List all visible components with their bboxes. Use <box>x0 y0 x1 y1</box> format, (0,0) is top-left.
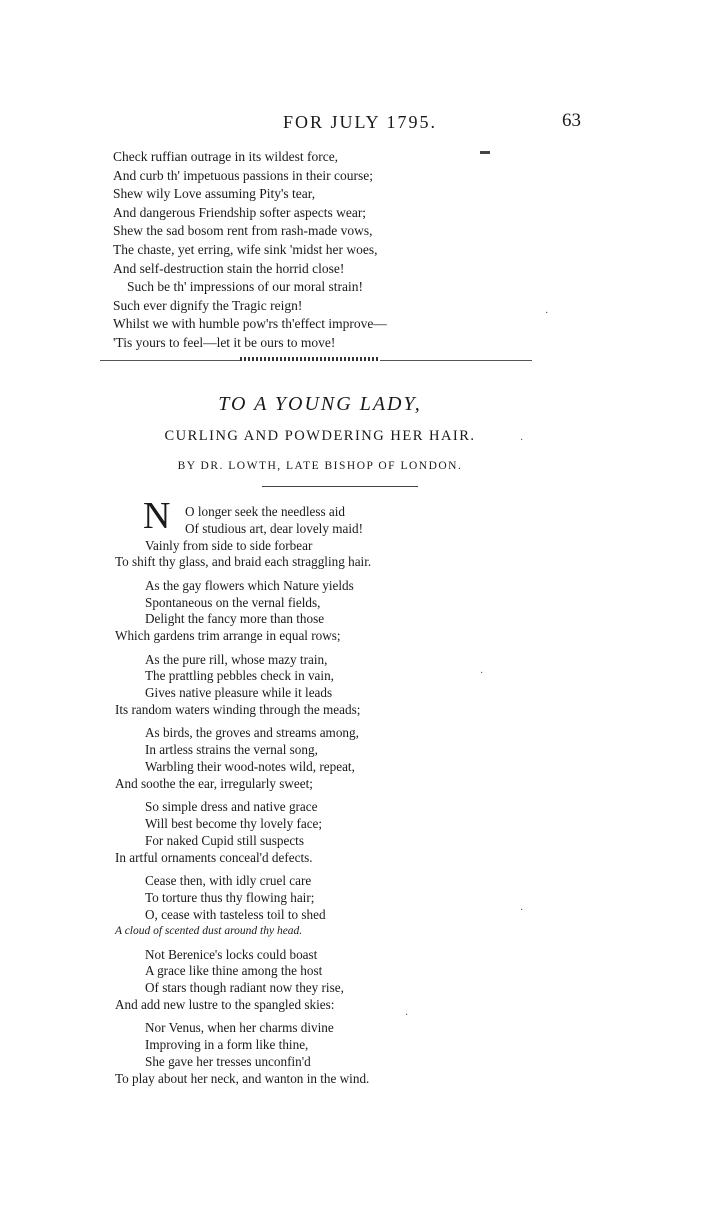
verse-line: To play about her neck, and wanton in the wind. <box>115 1070 370 1086</box>
verse-line: 'Tis yours to feel—let it be ours to move! <box>113 334 336 350</box>
verse-line: Spontaneous on the vernal fields, <box>145 594 321 610</box>
verse-line: And curb th' impetuous passions in their course; <box>113 167 374 183</box>
verse-line: A grace like thine among the host <box>145 963 323 979</box>
verse-line: A cloud of scented dust around thy head. <box>115 925 303 938</box>
poem-body <box>115 504 495 1094</box>
ink-speck: · <box>480 668 484 679</box>
verse-line: In artless strains the vernal song, <box>145 742 318 758</box>
ink-speck: · <box>520 905 524 916</box>
verse-line: Improving in a form like thine, <box>145 1037 309 1053</box>
verse-line: As the pure rill, whose mazy train, <box>145 651 328 667</box>
ink-speck: ▬ <box>480 146 490 157</box>
verse-line: In artful ornaments conceal'd defects. <box>115 849 313 865</box>
verse-line: For naked Cupid still suspects <box>145 832 304 848</box>
stanza <box>115 1020 495 1087</box>
verse-line: Vainly from side to side forbear <box>145 537 313 553</box>
verse-line: So simple dress and native grace <box>145 799 318 815</box>
ink-speck: · <box>405 1010 409 1021</box>
stanza <box>115 652 495 719</box>
verse-line: The prattling pebbles check in vain, <box>145 668 334 684</box>
verse-line: Such be th' impressions of our moral strain! <box>127 279 364 295</box>
verse-line: To shift thy glass, and braid each straggling hair. <box>115 554 372 570</box>
verse-line: And self-destruction stain the horrid close! <box>113 260 345 276</box>
title-rule <box>262 486 418 487</box>
verse-line: Warbling their wood-notes wild, repeat, <box>145 758 355 774</box>
ink-speck: · <box>545 308 549 319</box>
stanza <box>115 578 495 645</box>
verse-line: O longer seek the needless aid <box>185 504 346 519</box>
verse-line: Such ever dignify the Tragic reign! <box>113 297 303 313</box>
verse-line: Shew the sad bosom rent from rash-made vows, <box>113 223 373 239</box>
verse-line: Gives native pleasure while it leads <box>145 685 333 701</box>
verse-line: Of studious art, dear lovely maid! <box>185 520 363 536</box>
stanza <box>115 504 495 571</box>
verse-line: Delight the fancy more than those <box>145 611 325 627</box>
stanza <box>115 799 495 866</box>
poem-subtitle: CURLING AND POWDERING HER HAIR. <box>164 428 476 444</box>
verse-line: Cease then, with idly cruel care <box>145 872 312 888</box>
verse-line: Of stars though radiant now they rise, <box>145 980 344 996</box>
verse-line: As the gay flowers which Nature yields <box>145 577 354 593</box>
verse-line: Nor Venus, when her charms divine <box>145 1020 334 1036</box>
stanza <box>115 947 495 1014</box>
stanza <box>115 873 495 940</box>
verse-line: Its random waters winding through the meads; <box>115 701 361 717</box>
verse-line: Whilst we with humble pow'rs th'effect improve— <box>113 316 387 332</box>
poem-title: TO A YOUNG LADY, <box>218 393 422 415</box>
verse-line: And add new lustre to the spangled skies: <box>115 997 335 1013</box>
verse-line: The chaste, yet erring, wife sink 'midst her woes, <box>113 241 378 257</box>
ink-speck: · <box>520 435 524 446</box>
page-number: 63 <box>562 110 581 131</box>
verse-line: She gave her tresses unconfin'd <box>145 1054 311 1070</box>
verse-line: And dangerous Friendship softer aspects wear; <box>113 204 367 220</box>
divider-ornament <box>240 357 380 361</box>
verse-line: O, cease with tasteless toil to shed <box>145 906 326 922</box>
verse-line: Which gardens trim arrange in equal rows; <box>115 628 341 644</box>
drop-capital: N <box>143 495 171 537</box>
verse-line: And soothe the ear, irregularly sweet; <box>115 775 313 791</box>
running-head: FOR JULY 1795. <box>282 112 438 132</box>
verse-line: As birds, the groves and streams among, <box>145 725 359 741</box>
verse-line: Not Berenice's locks could boast <box>145 946 318 962</box>
verse-line: Will best become thy lovely face; <box>145 815 323 831</box>
verse-line: Shew wily Love assuming Pity's tear, <box>113 186 316 202</box>
verse-line: Check ruffian outrage in its wildest force, <box>113 149 339 164</box>
stanza <box>115 725 495 792</box>
prologue-verse <box>113 148 513 353</box>
poem-byline: BY DR. LOWTH, LATE BISHOP OF LONDON. <box>177 460 463 472</box>
verse-line: To torture thus thy flowing hair; <box>145 889 315 905</box>
